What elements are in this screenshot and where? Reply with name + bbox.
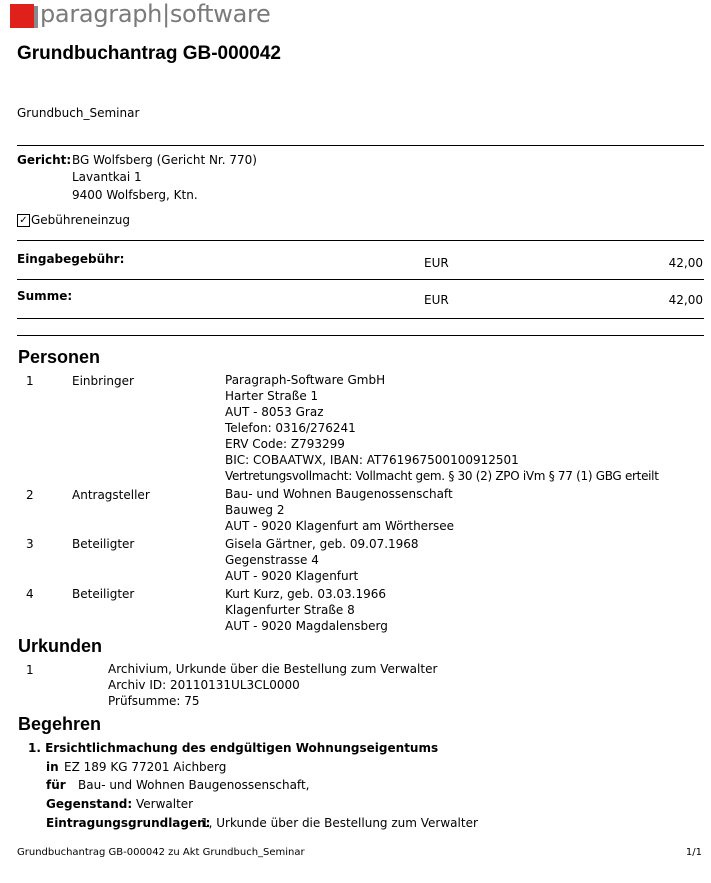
logo-bar (34, 6, 38, 28)
gericht-label: Gericht: (17, 153, 72, 167)
person-line: Telefon: 0316/276241 (225, 421, 356, 435)
section-heading-begehren: Begehren (18, 714, 102, 734)
begehren-in-value: EZ 189 KG 77201 Aichberg (64, 760, 227, 774)
gebuehreneinzug-label: Gebühreneinzug (31, 213, 131, 227)
urkunde-line: Archivium, Urkunde über die Bestellung zum Verwalter (108, 662, 438, 676)
page-title: Grundbuchantrag GB-000042 (17, 43, 281, 64)
begehren-fuer-label: für (46, 778, 66, 792)
person-number: 2 (26, 488, 34, 502)
person-line: BIC: COBAATWX, IBAN: AT761967500100912501 (225, 453, 519, 467)
footer-text: Grundbuchantrag GB-000042 zu Akt Grundbuch_Seminar (17, 847, 305, 858)
person-line: Gisela Gärtner, geb. 09.07.1968 (225, 537, 419, 551)
divider (17, 335, 704, 336)
person-line: Bau- und Wohnen Baugenossenschaft (225, 487, 453, 501)
begehren-grundlagen-label: Eintragungsgrundlagen: (46, 816, 211, 830)
begehren-item-title: 1. Ersichtlichmachung des endgültigen Wohnungseigentums (28, 741, 439, 755)
person-line: Vertretungsvollmacht: Vollmacht gem. § 30 (2) ZPO iVm § 77 (1) GBG erteilt (225, 469, 659, 483)
fee-currency: EUR (424, 256, 449, 270)
fee-amount: 42,00 (668, 256, 703, 270)
person-line: Gegenstrasse 4 (225, 553, 319, 567)
urkunde-line: Prüfsumme: 75 (108, 694, 200, 708)
begehren-fuer-value: Bau- und Wohnen Baugenossenschaft, (78, 778, 310, 792)
urkunde-line: Archiv ID: 20110131UL3CL0000 (108, 678, 300, 692)
person-line: AUT - 9020 Klagenfurt am Wörthersee (225, 519, 455, 533)
person-role: Antragsteller (72, 488, 150, 502)
fee-label: Eingabegebühr: (17, 252, 125, 266)
divider (17, 318, 704, 319)
sum-currency: EUR (424, 293, 449, 307)
page-number: 1/1 (685, 847, 702, 858)
urkunde-number: 1 (26, 663, 34, 677)
person-number: 3 (26, 537, 34, 551)
person-role: Beteiligter (72, 587, 135, 601)
begehren-grundlagen-value: 1, Urkunde über die Bestellung zum Verwalter (201, 816, 478, 830)
gebuehreneinzug-checkbox[interactable]: ✓ (17, 214, 30, 227)
gericht-line: Lavantkai 1 (72, 170, 142, 184)
logo-text: paragraph|software (40, 0, 271, 28)
begehren-gegenstand-value: Verwalter (136, 797, 194, 811)
begehren-in-label: in (46, 760, 59, 774)
person-line: Harter Straße 1 (225, 389, 319, 403)
person-line: AUT - 8053 Graz (225, 405, 324, 419)
divider (17, 240, 704, 241)
logo-square (10, 4, 34, 28)
gericht-line: 9400 Wolfsberg, Ktn. (72, 188, 198, 202)
person-line: AUT - 9020 Klagenfurt (225, 569, 359, 583)
section-heading-urkunden: Urkunden (18, 636, 103, 656)
divider (17, 279, 704, 280)
person-number: 1 (26, 374, 34, 388)
person-line: Klagenfurter Straße 8 (225, 603, 355, 617)
person-line: Paragraph-Software GmbH (225, 373, 386, 387)
person-role: Beteiligter (72, 537, 135, 551)
person-line: Bauweg 2 (225, 503, 285, 517)
begehren-gegenstand-label: Gegenstand: (46, 797, 133, 811)
divider (17, 145, 704, 146)
person-line: ERV Code: Z793299 (225, 437, 345, 451)
sum-label: Summe: (17, 289, 73, 303)
person-number: 4 (26, 587, 34, 601)
section-heading-personen: Personen (18, 347, 101, 367)
sum-amount: 42,00 (668, 293, 703, 307)
person-role: Einbringer (72, 374, 134, 388)
person-line: AUT - 9020 Magdalensberg (225, 619, 388, 633)
person-line: Kurt Kurz, geb. 03.03.1966 (225, 587, 387, 601)
gericht-line: BG Wolfsberg (Gericht Nr. 770) (72, 153, 257, 167)
akt-name: Grundbuch_Seminar (17, 106, 140, 120)
